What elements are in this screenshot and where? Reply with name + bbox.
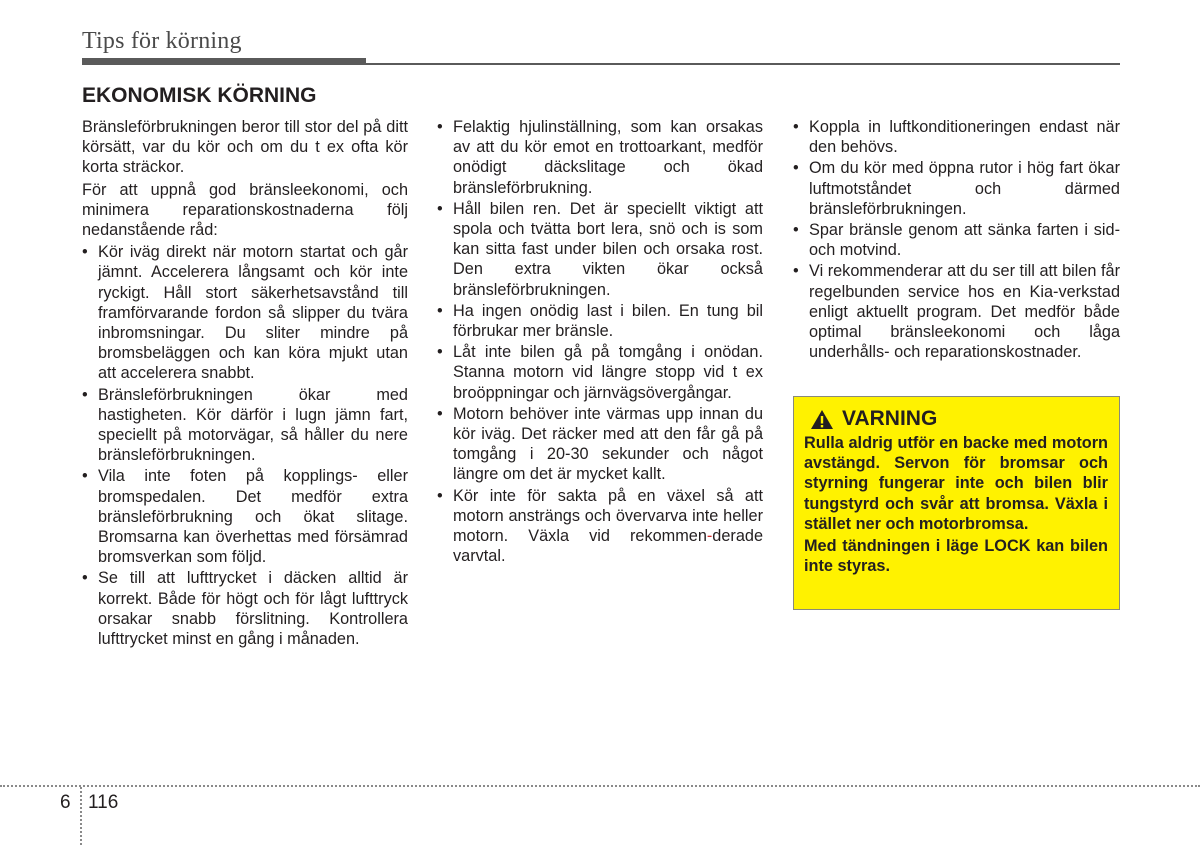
warning-box	[793, 396, 1120, 610]
list-item	[437, 301, 763, 341]
list-item	[82, 466, 408, 567]
list-item-text: Håll bilen ren. Det är speciellt viktigt att spola och tvätta bort lera, snö och is som kan sitta fast under bilen och orsaka rost. Den extra vikten ökar också bränsleförbrukningen.	[453, 199, 763, 299]
footer-dotted-divider	[80, 787, 82, 845]
list-item	[437, 404, 763, 485]
list-item	[793, 261, 1120, 362]
list-item	[437, 117, 763, 198]
list-item	[437, 486, 763, 567]
list-item	[82, 568, 408, 649]
header-rule	[366, 63, 1120, 65]
page-header-title: Tips för körning	[82, 28, 242, 54]
chapter-number: 6	[60, 792, 71, 813]
list-item	[82, 385, 408, 466]
warning-triangle-icon	[810, 409, 834, 430]
list-item-text: Låt inte bilen gå på tomgång i onödan. Stanna motorn vid längre stopp vid t ex broöppningar och järnvägsövergångar.	[453, 343, 763, 402]
bullet-icon: •	[437, 301, 443, 320]
bullet-icon: •	[82, 569, 88, 588]
bullet-icon: •	[437, 118, 443, 136]
warning-header	[804, 407, 1108, 431]
bullet-icon: •	[82, 385, 88, 404]
list-item-text: Motorn behöver inte värmas upp innan du kör iväg. Det räcker med att den får gå på tomgång i 20-30 sekunder och något längre om det är mycket kallt.	[453, 404, 763, 484]
section-title: EKONOMISK KÖRNING	[82, 84, 317, 107]
list-item-text: Felaktig hjulinställning, som kan orsakas av att du kör emot en trottoarkant, medför onödigt däckslitage och ökad bränsleförbrukning.	[453, 118, 763, 197]
list-item-text: Vila inte foten på kopplings- eller bromspedalen. Det medför extra bränsleförbrukning och ökat slitage. Bromsarna kan överhettas med försämrad bromsverkan som följd.	[98, 467, 408, 567]
list-item-text: Spar bränsle genom att sänka farten i sid- och motvind.	[809, 221, 1120, 260]
warning-text-2: Med tändningen i läge LOCK kan bilen inte styras.	[804, 537, 1108, 576]
column-1	[82, 117, 408, 650]
bullet-icon: •	[437, 404, 443, 423]
list-item-text: Kör iväg direkt när motorn startat och går jämnt. Accelerera långsamt och kör inte ryckigt. Håll stort säkerhetsavstånd till framförvarande fordon så slipper du tvära inbromsningar. Du sliter mindre på bromsbeläggen och kan köra mjukt utan att accelerera snabbt.	[98, 243, 408, 383]
tips-list-3	[793, 117, 1120, 362]
list-item-text: Se till att lufttrycket i däcken alltid är korrekt. Både för högt och för lågt lufttryck orsakar snabb förslitning. Kontrollera lufttrycket minst en gång i månaden.	[98, 569, 408, 649]
page-number: 116	[88, 792, 119, 813]
intro-paragraph-1: Bränsleförbrukningen beror till stor del på ditt körsätt, var du kör och om du t ex ofta kör korta sträckor.	[82, 118, 408, 177]
list-item-text: Vi rekommenderar att du ser till att bilen får regelbunden service hos en Kia-verkstad enligt aktuellt program. Det medför både optimal bränsleekonomi och låga underhålls- och reparationskostnader.	[809, 262, 1120, 362]
bullet-icon: •	[437, 343, 443, 362]
list-item	[793, 220, 1120, 260]
list-item	[793, 117, 1120, 157]
list-item-text: Koppla in luftkonditioneringen endast när den behövs.	[809, 118, 1120, 157]
tips-list-1	[82, 242, 408, 649]
bullet-icon: •	[82, 467, 88, 486]
warning-text-1: Rulla aldrig utför en backe med motorn avstängd. Servon för bromsar och styrning fungerar inte och bilen blir tungstyrd och svår att bromsa. Växla i stället ner och motorbromsa.	[804, 434, 1108, 533]
list-item-text: Bränsleförbrukningen ökar med hastigheten. Kör därför i lugn jämn fart, speciellt på motorvägar, så håller du nere bränsleförbrukningen.	[98, 385, 408, 465]
list-item-text	[453, 487, 763, 566]
column-2	[437, 117, 763, 567]
list-item-text: Om du kör med öppna rutor i hög fart ökar luftmotståndet och därmed bränsleförbrukningen.	[809, 159, 1120, 218]
bullet-icon: •	[793, 118, 799, 136]
list-item	[437, 199, 763, 300]
bullet-icon: •	[793, 262, 799, 281]
hyphen-mark: -	[706, 527, 713, 546]
footer-dotted-rule	[0, 785, 1200, 787]
column-3	[793, 117, 1120, 363]
bullet-icon: •	[793, 221, 799, 240]
list-item-text-main: Kör inte för sakta på en växel så att motorn ansträngs och övervarva inte heller motorn. Växla vid rekommen	[453, 486, 763, 546]
list-item	[437, 342, 763, 403]
bullet-icon: •	[82, 243, 88, 262]
tips-list-2	[437, 117, 763, 566]
list-item-text: Ha ingen onödig last i bilen. En tung bil förbrukar mer bränsle.	[453, 301, 763, 341]
bullet-icon: •	[437, 486, 443, 505]
bullet-icon: •	[437, 199, 443, 218]
list-item	[793, 158, 1120, 219]
list-item-text-end: derade varvtal.	[453, 527, 763, 566]
list-item	[82, 242, 408, 383]
intro-paragraph-2: För att uppnå god bränsleekonomi, och minimera reparationskostnaderna följ nedanstående råd:	[82, 180, 408, 240]
bullet-icon: •	[793, 159, 799, 178]
header-bar	[82, 58, 366, 65]
warning-title: VARNING	[842, 407, 938, 430]
